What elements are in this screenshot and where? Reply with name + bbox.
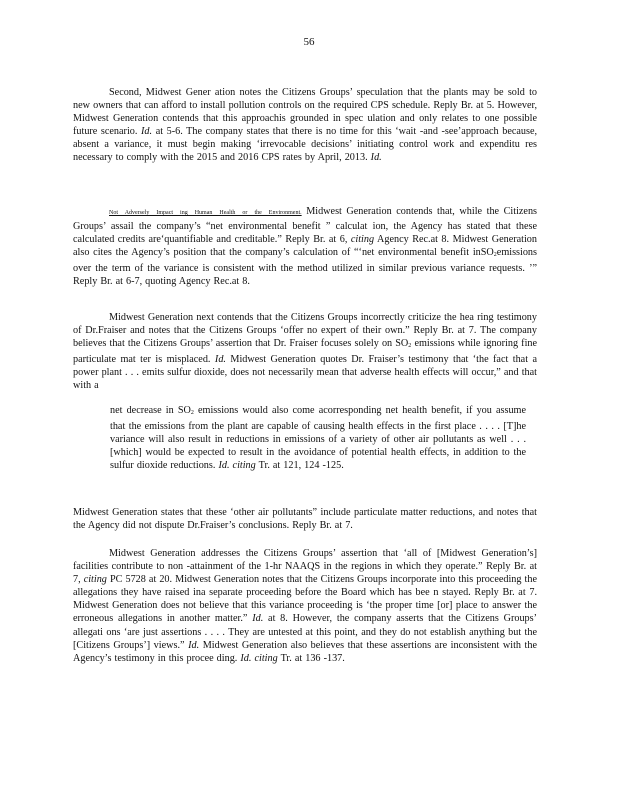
citing-signal: citing <box>350 234 375 246</box>
citation: Id. <box>218 460 230 472</box>
quote-text: Tr. at 121, 124 -125. <box>258 460 344 472</box>
paragraph-other-pollutants <box>73 506 537 532</box>
section-heading: Not Adversely Impact ing Human Health or the Environment. <box>109 210 302 216</box>
paragraph-text: PC 5728 at 20. Midwest Generation notes that the Citizens Groups incorporate into this proceeding the allegations they have raised ina separate proceeding before the Board which has bee n stayed. Reply Br. at 7. Midwest Generation does not believe that this variance proceeding is ‘the proper time [or] place to answer the erroneous allegations in another matter.” <box>73 574 537 625</box>
paragraph-text: Tr. at 136 -137. <box>280 652 345 664</box>
paragraph-text: Midwest Generation contends that, while the Citizens Groups’ assail the company’s “net environmental benefit ” calculat ion, the Agency has stated that these calculated credits are‘quantifiable and creditable.” Reply Br. at 6, <box>73 206 538 246</box>
citing-signal: citing <box>254 652 278 664</box>
quote-text: net decrease in SO <box>110 405 191 416</box>
subscript: 2 <box>190 410 194 416</box>
citation: Id. <box>252 613 264 625</box>
paragraph-text: emissions while ignoring fine particulate mat ter is misplaced. <box>73 338 538 366</box>
paragraph-text: at 8. However, the company asserts that the Citizens Groups’ allegati ons ‘are just assertions . . . . They are untested at this point, and they do not establish anything but the [Citizens Groups’] views.” <box>73 613 537 651</box>
subscript: 2 <box>408 343 412 350</box>
block-quote <box>110 404 526 472</box>
paragraph-text: Midwest Generation addresses the Citizens Groups’ assertion that ‘all of [Midwest Generation’s] facilities contribute to non -attainment of the 1-hr NAAQS in the regions in which they operate.” Reply Br. at 7, <box>73 548 537 586</box>
paragraph-text: Midwest Generation next contends that the Citizens Groups incorrectly criticize the hea ring testimony of Dr.Fraiser and notes that the Citizens Groups ‘offer no expert of their own.” Reply Br. at 7. The company believes that the Citizens Groups’ assertion that Dr. Fraiser focuses solely on SO <box>73 312 537 350</box>
paragraph-naaqs-assertion <box>73 547 537 665</box>
paragraph-text: Second, Midwest Gener ation notes the Citizens Groups’ speculation that the plants may be sold to new owners that can afford to install pollution controls on the required CPS schedule. Reply Br. at 5. However, Midwest Generation contends that this approachis grounded in spec ulation and only relates to one possible future scenario. <box>73 87 537 138</box>
paragraph-text: at 5-6. The company states that there is no time for this ‘wait -and -see’approach because, absent a variance, it must begin making ‘irrevocable decisions’ initiating control work and expenditu res necessary to comply with the 2015 and 2016 CPS rates by April, 2013. <box>73 126 538 164</box>
paragraph-text: Midwest Generation quotes Dr. Fraiser’s testimony that ‘the fact that a power plant . . . emits sulfur dioxide, does not necessarily mean that adverse health effects will occur,” and that with a <box>73 354 538 392</box>
paragraph-text: Agency Rec.at 8. Midwest Generation also cites the Agency’s position that the company’s calculation of “‘net environmental benefit inSO <box>73 234 537 259</box>
quote-text: emissions would also come acorresponding net health benefit, if you assume that the emissions from the plant are capable of causing health effects in the first place . . . . [T]he variance will also result in reductions in emissions of a variety of other air pollutants as well . . . [which] would be expected to result in the avoidance of potential health effects, in addition to the sulfur dioxide reductions. <box>110 405 527 472</box>
citation: Id. <box>240 652 252 664</box>
citation: Id. <box>214 354 226 366</box>
citing-signal: citing <box>232 460 256 472</box>
subscript: 2 <box>493 252 497 259</box>
paragraph-not-adversely-impacting <box>73 205 537 289</box>
paragraph-sale-of-plants <box>73 86 537 165</box>
citing-signal: citing <box>83 574 107 586</box>
citation: Id. <box>188 639 200 651</box>
citation: Id. <box>141 126 153 138</box>
page-number: 56 <box>303 36 315 48</box>
paragraph-text: Midwest Generation also believes that these assertions are inconsistent with the Agency’s testimony in this procee ding. <box>73 639 537 664</box>
paragraph-text: emissions over the term of the variance is consistent with the method utilized in similar previous variance requests. ’” Reply Br. at 6-7, quoting Agency Rec.at 8. <box>73 247 537 288</box>
paragraph-text: Midwest Generation states that these ‘other air pollutants” include particulate matter reductions, and notes that the Agency did not dispute Dr.Fraiser’s conclusions. Reply Br. at 7. <box>73 507 537 532</box>
citation: Id. <box>370 152 382 164</box>
paragraph-fraiser-testimony <box>73 311 537 393</box>
